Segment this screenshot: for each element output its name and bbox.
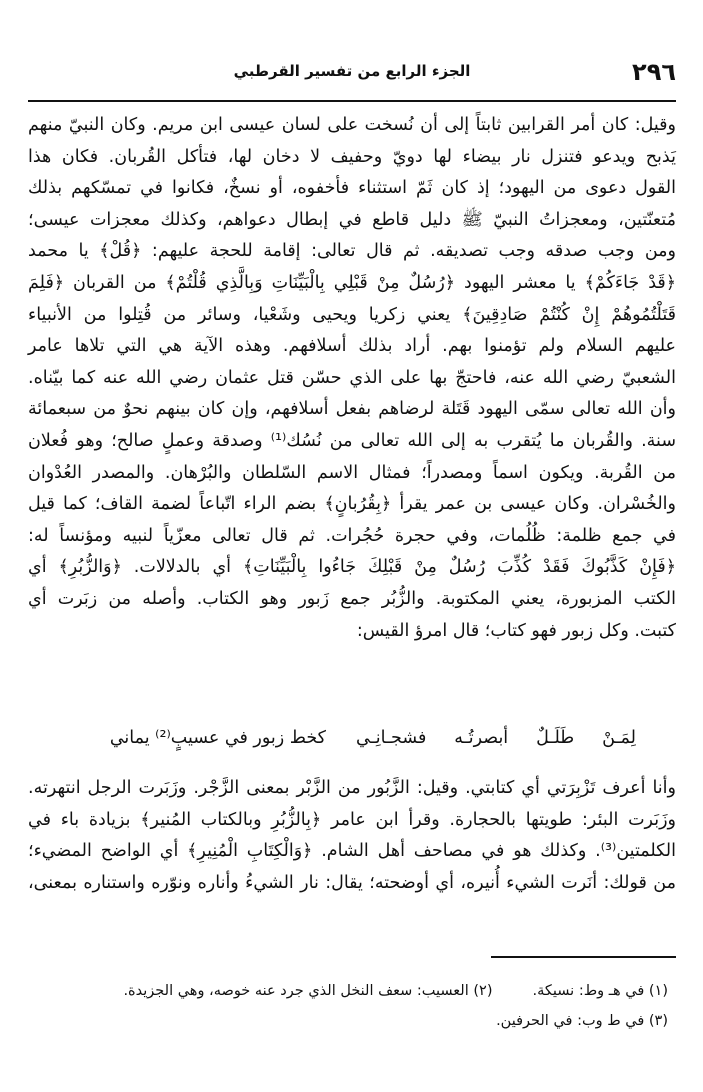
footnotes: [28, 976, 676, 1036]
text-line: من قولك: أنَرت الشيء أُنيره، أي أوضحته؛ يقال: نار الشيءُ وأناره ونوّره واستناره بمعنى،: [28, 872, 676, 893]
text-line: يَذبح ويدعو فتنزل نار بيضاء لها دويّ وحفيف لا دخان لها، فتأكل القُربان. فكان هذا: [28, 146, 676, 167]
text-line: ﴿فَإِنْ كَذَّبُوكَ فَقَدْ كُذِّبَ رُسُلٌ مِنْ قَبْلِكَ جَاءُوا بِالْبَيِّنَاتِ﴾ أي بالدلالات. ﴿وَالزُّبُرِ﴾ أي: [28, 557, 676, 578]
footnote-1: (١) في هـ وط: نسيكة.: [532, 983, 668, 999]
poem-hemistich-first: لِمَـنْ طَلَـلٌ أبصرتُـه فشجـانِـي: [356, 728, 636, 748]
text-line: القول دعوى من اليهود؛ إذ كان ثَمّ استثناء فأخفوه، أو نسخٌ، فكانوا في تمسّكهم بذلك: [28, 178, 676, 199]
main-text: [28, 110, 676, 647]
footnote-row: [28, 1006, 676, 1036]
text-line: وأن الله تعالى سمّى اليهود قَتَلة لرضاهم بفعل أسلافهم، وإن كان بينهم نحوٌ من سبعمائة: [28, 399, 676, 420]
header-divider: [28, 100, 676, 102]
text-line: ومن وجب صدقه وجب تصديقه. ثم قال تعالى: إقامة للحجة عليهم: ﴿قُلْ﴾ يا محمد: [28, 241, 676, 262]
text-line: قَتَلْتُمُوهُمْ إِنْ كُنْتُمْ صَادِقِينَ﴾ يعني زكريا ويحيى وشَعْيا، وسائر من قُتِلوا من الأنبياء: [28, 304, 676, 325]
main-text-continued: [28, 773, 676, 899]
text-line: مُتعنّتين، ومعجزاتُ النبيّ ﷺ دليل قاطع في إبطال دعواهم، وكذلك معجزات عيسى؛: [28, 209, 676, 230]
text-line: وقيل: كان أمر القرابين ثابتاً إلى أن نُسخت على لسان عيسى ابن مريم. وكان النبيّ منهم: [28, 115, 676, 135]
text-line: الكتب المزبورة، يعني المكتوبة. والزُّبُر جمع زَبور وهو الكتاب. وأصله من زبَرت أي: [28, 588, 676, 609]
text-line: وأنا أعرف تَزْبِرَتي أي كتابتي. وقيل: الزَّبُور من الزَّبْر بمعنى الزَّجْر. وزَبَرت الرجل انتهرته.: [28, 778, 676, 798]
poem-hemistich-second: كخط زبور في عسيبٍ⁽²⁾ يماني: [109, 728, 326, 748]
text-line: من القُربة. ويكون اسماً ومصدراً؛ فمثال الاسم السّلطان والبُرْهان. والمصدر العُدْوان: [28, 462, 676, 483]
text-line: الكلمتين⁽³⁾. وكذلك هو في مصاحف أهل الشام. ﴿وَالْكِتَابِ الْمُنِيرِ﴾ أي الواضح المضيء؛: [28, 841, 676, 862]
footnote-2: (٢) العسيب: سعف النخل الذي جرد عنه خوصه، وهي الجزيدة.: [123, 983, 493, 999]
text-line: الشعبيّ رضي الله عنه، فاحتجّ بها على الذي حسّن قتل عثمان رضي الله عنه كما بيّناه.: [28, 367, 676, 388]
footnote-3: (٣) في ط وب: في الحرفين.: [496, 1013, 668, 1029]
text-line: عليهم السلام ولم تؤمنوا بهم. أراد بذلك أسلافهم. وهذه الآية هي التي تلاها عامر: [28, 336, 676, 357]
text-line: ﴿قَدْ جَاءَكُمْ﴾ يا معشر اليهود ﴿رُسُلٌ مِنْ قَبْلِي بِالْبَيِّنَاتِ وَبِالَّذِي قُلْتُمْ﴾ من القربان ﴿فَلِمَ: [28, 272, 676, 293]
footnote-row: [28, 976, 676, 1006]
text-line: وزَبَرت البئر: طويتها بالحجارة. وقرأ ابن عامر ﴿بِالزُّبُرِ وبالكتاب المُنير﴾ بزيادة باء في: [28, 809, 676, 830]
text-line: والخُسْران. وكان عيسى بن عمر يقرأ ﴿بِقُرُبانٍ﴾ بضم الراء اتّباعاً لضمة القاف؛ كما قيل: [28, 494, 676, 515]
page: [28, 18, 676, 1029]
footnote-divider: [491, 956, 676, 958]
page-header: [28, 18, 676, 86]
text-line: سنة. والقُربان ما يُتقرب به إلى الله تعالى من نُسُك⁽¹⁾ وصدقة وعملٍ صالح؛ وهو فُعلان: [28, 430, 676, 451]
page-number: ٢٩٦: [632, 58, 676, 86]
text-line: في جمع ظلمة: ظُلُمات، وفي حجرة حُجُرات. ثم قال تعالى معزّياً لنبيه ومؤنساً له:: [28, 525, 676, 546]
running-title: الجزء الرابع من تفسير القرطبي: [233, 62, 471, 80]
text-line: كتبت. وكل زبور فهو كتاب؛ قال امرؤ القيس:: [356, 620, 676, 641]
